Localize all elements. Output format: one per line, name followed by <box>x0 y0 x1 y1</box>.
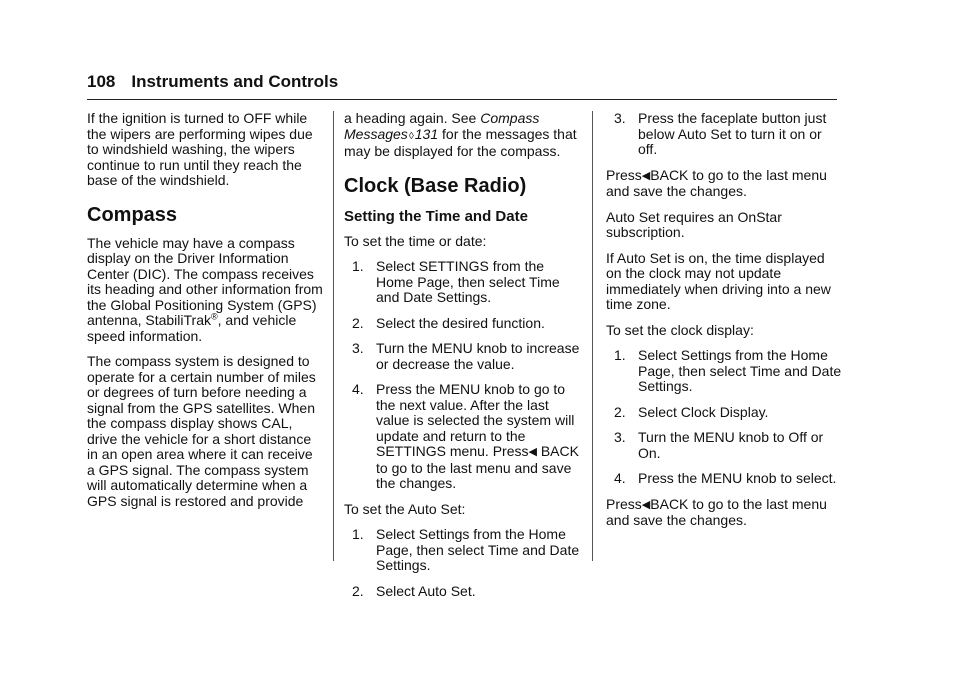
paragraph-to-set-display: To set the clock display: <box>606 321 754 338</box>
list-display-steps <box>606 348 842 487</box>
header-rule <box>87 99 837 100</box>
step-number: 4. <box>352 381 364 397</box>
list-item <box>614 405 842 421</box>
subheading-setting-time-date: Setting the Time and Date <box>344 207 528 225</box>
press-text: Press <box>606 495 642 512</box>
paragraph-onstar: Auto Set requires an OnStar subscription. <box>606 208 782 240</box>
step-text: Press the faceplate button just below Auto Set to turn it on or off. <box>638 110 827 157</box>
step-text: Select Clock Display. <box>638 403 769 420</box>
xref-page-number[interactable]: 131 <box>414 125 439 142</box>
continuation-text-a: a heading again. See <box>344 110 481 126</box>
paragraph-ignition: If the ignition is turned to OFF while the wipers are performing wipes due to windshield washing, the wipers continue to run until they reach the base of the windshield. <box>87 110 313 188</box>
heading-clock-base-radio: Clock (Base Radio) <box>344 174 527 197</box>
list-item <box>352 316 580 332</box>
step-text: Select Auto Set. <box>376 582 476 599</box>
list-item <box>614 430 842 461</box>
list-item <box>352 341 580 372</box>
step-text: Select the desired function. <box>376 314 545 331</box>
paragraph-compass-2: The compass system is designed to operate for a certain number of miles or degrees of turn before needing a signal from the GPS satellites. When the compass display shows CAL, drive the vehicle for a short distance in an open area where it can receive a GPS signal. The compass system will automatically determine when a GPS signal is restored and provide <box>87 353 316 509</box>
column-divider-2 <box>592 111 593 561</box>
continuation-text-b: for the messages that may be displayed for the compass. <box>344 125 577 159</box>
xref-link-compass-messages[interactable]: Compass Messages <box>344 110 540 142</box>
column-3 <box>606 111 842 539</box>
back-arrow-icon: ◀ <box>528 446 537 458</box>
list-item <box>614 348 842 395</box>
chapter-title: Instruments and Controls <box>131 72 339 91</box>
header-text <box>87 72 837 92</box>
paragraph-compass-1 <box>87 236 323 345</box>
compass-1-text-a: The vehicle may have a compass display on the Driver Information Center (DIC). The compass receives its heading and other information from the Global Positioning System (GPS) antenna, StabiliTrak <box>87 234 323 328</box>
step-text: Select Settings from the Home Page, then select Time and Date Settings. <box>376 526 580 573</box>
step-number: 4. <box>614 470 626 486</box>
paragraph-to-set-time: To set the time or date: <box>344 232 487 249</box>
column-2 <box>344 111 580 609</box>
column-1 <box>87 111 323 519</box>
list-item <box>352 259 580 306</box>
heading-compass: Compass <box>87 203 178 226</box>
list-item <box>614 111 842 158</box>
step-number: 1. <box>352 258 364 274</box>
registered-mark: ® <box>211 311 218 322</box>
compass-1-text-b: , and vehicle speed information. <box>87 312 297 344</box>
page-number: 108 <box>87 72 116 91</box>
paragraph-press-back <box>606 168 842 200</box>
press-back-text: BACK to go to the last menu and save the changes. <box>606 166 827 199</box>
step-text-b: BACK to go to the last menu and save the changes. <box>376 443 579 491</box>
step-number: 2. <box>352 314 364 331</box>
list-time-steps <box>344 259 580 492</box>
column-divider-1 <box>333 111 334 561</box>
page-header <box>87 72 837 92</box>
step-number: 2. <box>352 582 364 599</box>
back-arrow-icon: ◀ <box>641 169 651 182</box>
step-text: Turn the MENU knob to Off or On. <box>638 429 824 461</box>
step-text-a: Press the MENU knob to go to the next value. After the last value is selected the system will update and return to the SETTINGS menu. Press <box>376 381 575 459</box>
step-number: 3. <box>614 429 626 445</box>
step-number: 1. <box>352 526 364 542</box>
step-text: Press the MENU knob to select. <box>638 470 837 486</box>
list-item <box>352 527 580 574</box>
paragraph-autoset-on: If Auto Set is on, the time displayed on the clock may not update immediately when driving into a new time zone. <box>606 249 831 312</box>
paragraph-press-back-2 <box>606 497 842 529</box>
list-item <box>352 584 580 600</box>
list-item <box>614 471 842 487</box>
step-number: 2. <box>614 403 626 420</box>
list-item <box>352 382 580 492</box>
step-text: Select SETTINGS from the Home Page, then select Time and Date Settings. <box>376 258 560 305</box>
paragraph-continuation <box>344 111 580 160</box>
step-number: 3. <box>352 340 364 356</box>
step-text: Select Settings from the Home Page, then select Time and Date Settings. <box>638 347 842 394</box>
page-ref-icon: ◊ <box>408 130 414 142</box>
back-arrow-icon: ◀ <box>641 498 651 511</box>
press-text: Press <box>606 166 642 183</box>
list-auto-steps <box>344 527 580 599</box>
step-text <box>376 382 580 492</box>
step-number: 3. <box>614 110 626 126</box>
step-text: Turn the MENU knob to increase or decrease the value. <box>376 340 580 372</box>
press-back-text: BACK to go to the last menu and save the changes. <box>606 495 827 528</box>
list-auto-steps-cont <box>606 111 842 158</box>
paragraph-to-set-auto: To set the Auto Set: <box>344 500 466 517</box>
step-number: 1. <box>614 347 626 363</box>
